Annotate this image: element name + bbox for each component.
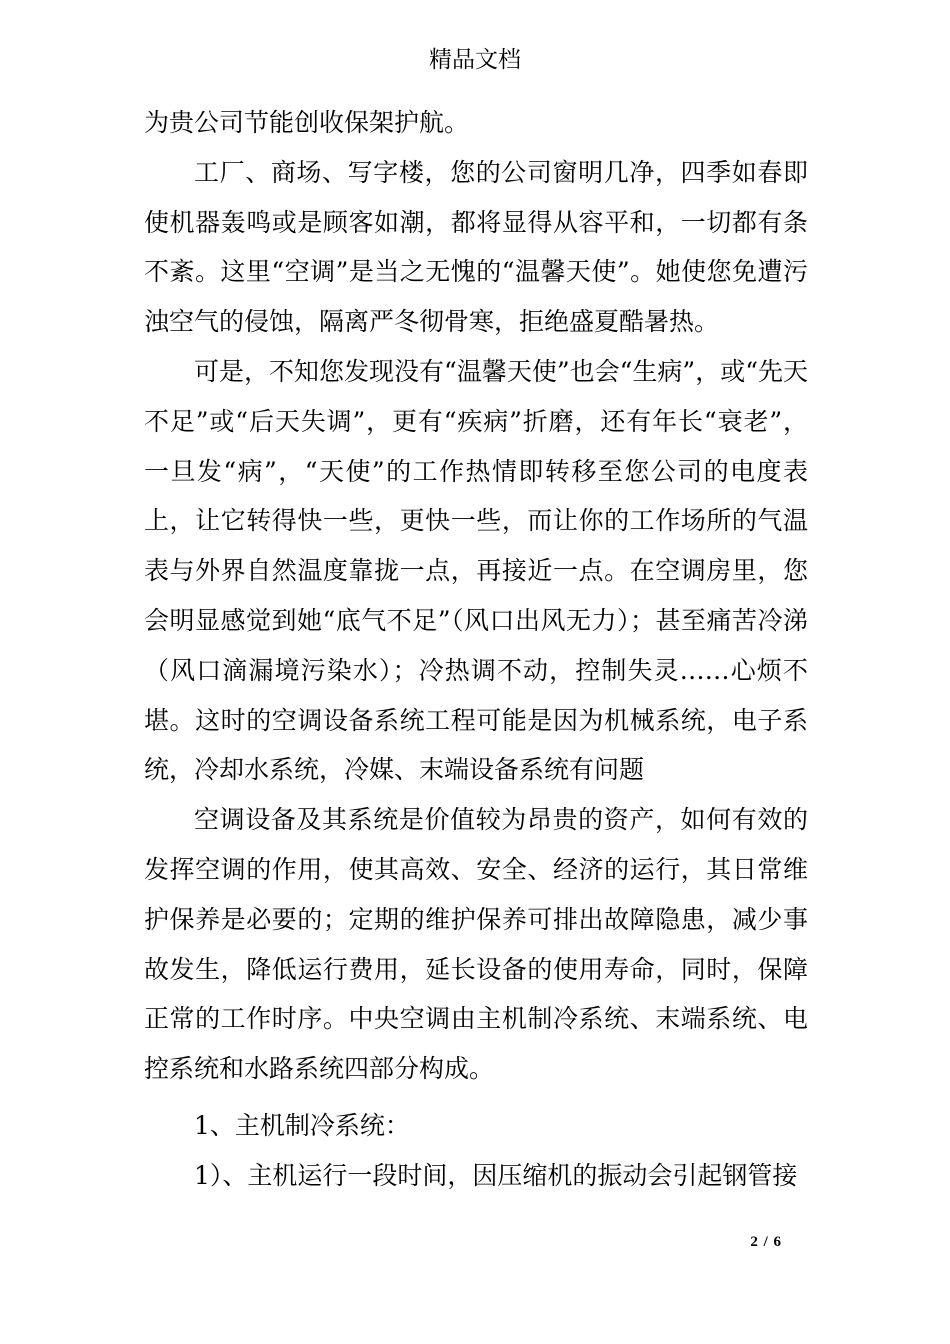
section-heading: 1、主机制冷系统： bbox=[194, 1110, 410, 1140]
list-item: 1）、主机运行一段时间，因压缩机的振动会引起钢管接 bbox=[194, 1160, 798, 1190]
paragraph-continuation: 为贵公司节能创收保架护航。 bbox=[144, 108, 470, 137]
paragraph-intro: 工厂、商场、写字楼，您的公司窗明几净，四季如春即使机器轰鸣或是顾客如潮，都将显得从容平和，一切都有条不紊。这里“空调”是当之无愧的“温馨天使”。她使您免遭污浊空气的侵蚀，隔离严冬彻骨寒，拒绝盛夏酷暑热。 bbox=[144, 157, 808, 337]
paragraph-maintenance: 空调设备及其系统是价值较为昂贵的资产，如何有效的发挥空调的作用，使其高效、安全、经济的运行，其日常维护保养是必要的；定期的维护保养可排出故障隐患，减少事故发生，降低运行费用，延长设备的使用寿命，同时，保障正常的工作时序。中央空调由主机制冷系统、末端系统、电控系统和水路系统四部分构成。 bbox=[144, 805, 808, 1084]
paragraph-problems: 可是，不知您发现没有“温馨天使”也会“生病”，或“先天不足”或“后天失调”，更有“疾病”折磨，还有年长“衰老”，一旦发“病”，“天使”的工作热情即转移至您公司的电度表上，让它转得快一些，更快一些，而让你的工作场所的气温表与外界自然温度靠拢一点，再接近一点。在空调房里，您会明显感觉到她“底气不足”（风口出风无力）；甚至痛苦冷涕（风口滴漏境污染水）；冷热调不动，控制失灵……心烦不堪。这时的空调设备系统工程可能是因为机械系统，电子系统，冷却水系统，冷媒、末端设备系统有问题 bbox=[144, 356, 808, 785]
page-number: 2 / 6 bbox=[750, 1234, 782, 1250]
page-header: 精品文档 bbox=[429, 47, 521, 73]
document-body bbox=[144, 98, 808, 1201]
